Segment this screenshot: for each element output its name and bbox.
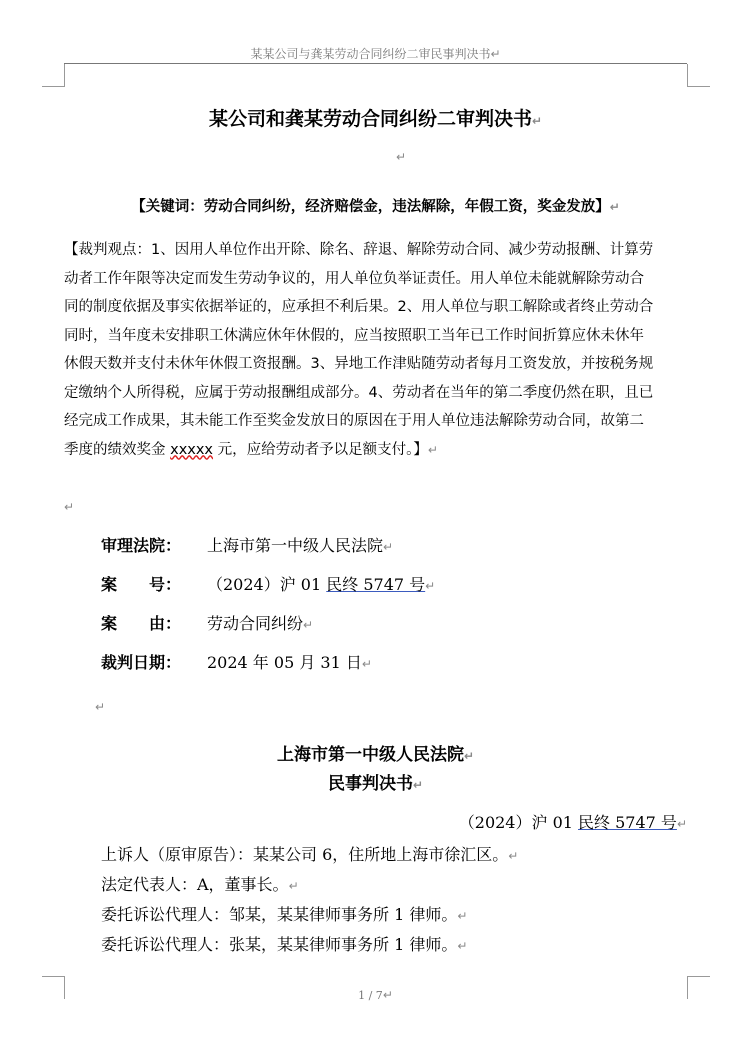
crop-mark-top-left bbox=[42, 64, 65, 87]
paragraph-mark: ↵ bbox=[95, 700, 106, 714]
opinion-line: 定缴纳个人所得税，应属于劳动报酬组成部分。4、劳动者在当年的第二季度仍然在职，且已 bbox=[64, 384, 654, 401]
opinion-line: 经完成工作成果，其未能工作至奖金发放日的原因在于用人单位违法解除劳动合同，故第二 bbox=[64, 413, 644, 429]
header-rule bbox=[64, 63, 687, 64]
opinion-line: 同时，当年度未安排职工休满应休年休假的，应当按照职工当年已工作时间折算应休未休年 bbox=[64, 327, 644, 344]
party-agent[interactable]: 委托诉讼代理人：邹某，某某律师事务所 1 律师。↵ bbox=[101, 905, 468, 924]
meta-court[interactable]: 审理法院： 上海市第一中级人民法院↵ bbox=[101, 536, 394, 555]
page-header: 某某公司与龚某劳动合同纠纷二审民事判决书↵ bbox=[250, 47, 501, 61]
opinion-line: 动者工作年限等决定而发生劳动争议的，用人单位负举证责任。用人单位未能就解除劳动合 bbox=[64, 270, 644, 287]
bonus-amount: xxxxx bbox=[170, 441, 214, 458]
judgment-opinion[interactable] bbox=[64, 236, 690, 464]
document-title[interactable]: 某公司和龚某劳动合同纠纷二审判决书↵ bbox=[208, 108, 543, 130]
court-name[interactable]: 上海市第一中级人民法院↵ bbox=[276, 745, 475, 765]
party-appellant[interactable]: 上诉人（原审原告）：某某公司 6，住所地上海市徐汇区。↵ bbox=[101, 845, 519, 864]
crop-mark-top-right bbox=[687, 64, 710, 87]
paragraph-mark: ↵ bbox=[64, 500, 75, 514]
document-type[interactable]: 民事判决书↵ bbox=[327, 774, 424, 794]
meta-date[interactable]: 裁判日期： 2024 年 05 月 31 日↵ bbox=[101, 653, 372, 672]
page-number: 1 / 7↵ bbox=[358, 988, 393, 1002]
case-number-link[interactable]: 民终 5747 号 bbox=[578, 813, 677, 832]
party-legal-rep[interactable]: 法定代表人：A，董事长。↵ bbox=[101, 875, 299, 894]
case-number-link[interactable]: 民终 5747 号 bbox=[326, 575, 426, 594]
meta-cause[interactable]: 案 由： 劳动合同纠纷↵ bbox=[101, 614, 314, 633]
meta-case-number[interactable]: 案 号： （2024）沪 01 民终 5747 号↵ bbox=[101, 575, 436, 594]
opinion-line: 季度的绩效奖金 xxxxx 元，应给劳动者予以足额支付。】↵ bbox=[64, 441, 438, 458]
case-number-line[interactable]: （2024）沪 01 民终 5747 号↵ bbox=[458, 813, 687, 832]
keywords-line[interactable]: 【关键词：劳动合同纠纷，经济赔偿金，违法解除，年假工资，奖金发放】↵ bbox=[131, 199, 620, 215]
opinion-line: 【裁判观点：1、因用人单位作出开除、除名、辞退、解除劳动合同、减少劳动报酬、计算劳 bbox=[64, 242, 654, 258]
opinion-line: 同的制度依据及事实依据举证的，应承担不利后果。2、用人单位与职工解除或者终止劳动合 bbox=[64, 299, 654, 315]
party-agent[interactable]: 委托诉讼代理人：张某，某某律师事务所 1 律师。↵ bbox=[101, 935, 468, 954]
opinion-line: 休假天数并支付未休年休假工资报酬。3、异地工作津贴随劳动者每月工资发放，并按税务规 bbox=[64, 356, 654, 372]
paragraph-mark: ↵ bbox=[396, 150, 407, 164]
